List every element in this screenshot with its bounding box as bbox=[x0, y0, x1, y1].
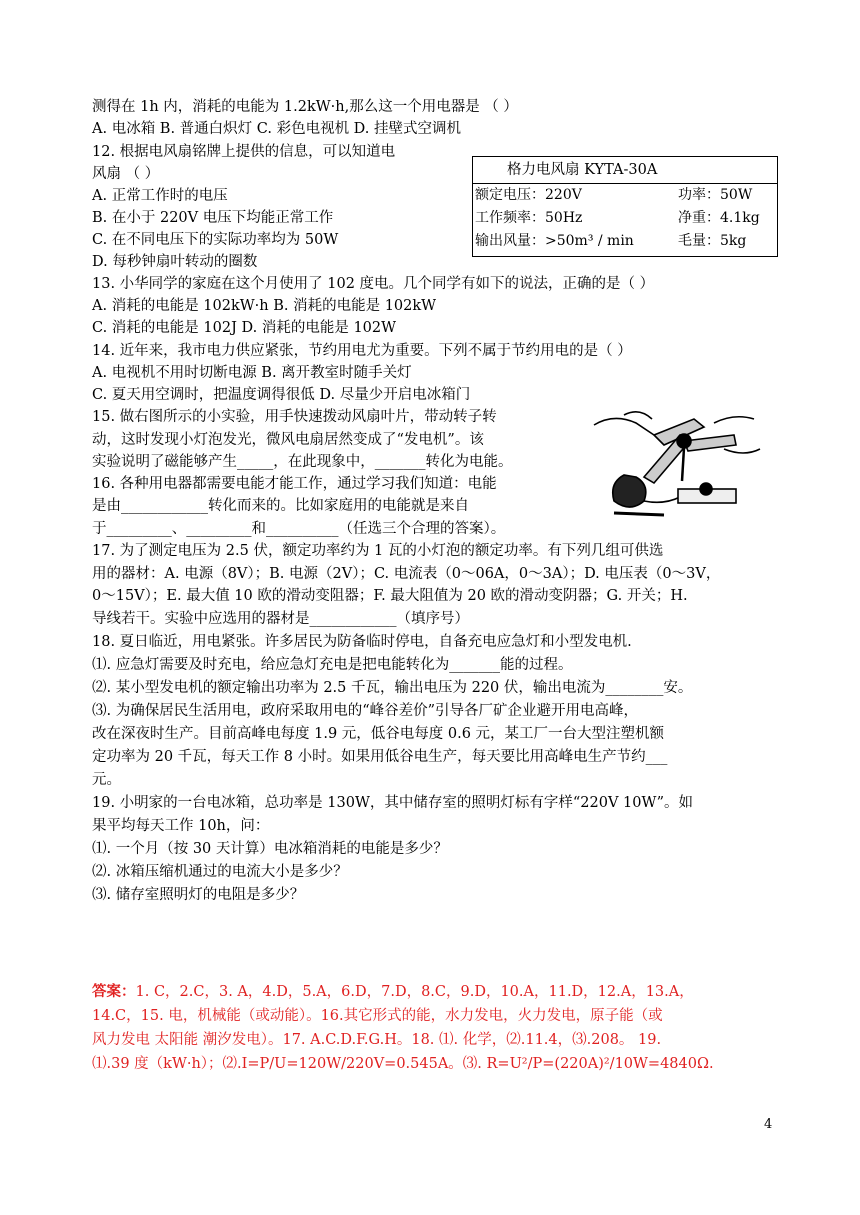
text-line: ⑵. 某小型发电机的额定输出功率为 2.5 千瓦，输出电压为 220 伏，输出电流为________安。 bbox=[92, 680, 693, 696]
nameplate-row: 功率：50W bbox=[678, 187, 753, 203]
text-line: 实验说明了磁能够产生_____，在此现象中，_______转化为电能。 bbox=[92, 454, 513, 470]
text-line: A. 电视机不用时切断电源 B. 离开教室时随手关灯 bbox=[92, 365, 412, 381]
text-line: 15. 做右图所示的小实验，用手快速拨动风扇叶片，带动转子转 bbox=[92, 409, 497, 425]
text-line: 风扇 （ ） bbox=[92, 166, 160, 182]
text-line: A. 消耗的电能是 102kW·h B. 消耗的电能是 102kW bbox=[92, 298, 437, 314]
text-line: C. 在不同电压下的实际功率均为 50W bbox=[92, 232, 339, 248]
answer-label: 答案： bbox=[92, 983, 136, 1000]
text-line: 于_________、_________和__________（任选三个合理的答案）。 bbox=[92, 521, 506, 537]
page-number: 4 bbox=[764, 1117, 773, 1132]
text-line: D. 每秒钟扇叶转动的圈数 bbox=[92, 254, 258, 270]
nameplate-row: 额定电压：220V bbox=[475, 187, 582, 203]
text-line: ⑴. 应急灯需要及时充电，给应急灯充电是把电能转化为_______能的过程。 bbox=[92, 657, 573, 673]
nameplate-title: 格力电风扇 KYTA-30A bbox=[473, 157, 777, 184]
nameplate-row: 毛量：5kg bbox=[678, 233, 747, 249]
fan-nameplate bbox=[472, 156, 778, 257]
text-line: A. 电冰箱 B. 普通白炽灯 C. 彩色电视机 D. 挂壁式空调机 bbox=[92, 121, 462, 137]
text-line: 0～15V）；E. 最大值 10 欧的滑动变阻器；F. 最大阻值为 20 欧的滑动变阴器；G. 开关；H. bbox=[92, 588, 688, 604]
text-line: ⑴. 一个月（按 30 天计算）电冰箱消耗的电能是多少？ bbox=[92, 841, 448, 857]
answer-line: 风力发电 太阳能 潮汐发电）。17. A.C.D.F.G.H。18. ⑴. 化学，⑵.11.4，⑶.208。 19. bbox=[92, 1032, 662, 1048]
answer-line bbox=[92, 981, 694, 1003]
answer-line: ⑴.39 度（kW·h）；⑵.I=P/U=120W/220V=0.545A。⑶. R=U²/P=(220A)²/10W=4840Ω. bbox=[92, 1056, 714, 1072]
text-line: 元。 bbox=[92, 772, 121, 788]
text-line: B. 在小于 220V 电压下均能正常工作 bbox=[92, 210, 334, 226]
text-line: 动，这时发现小灯泡发光，微风电扇居然变成了“发电机”。该 bbox=[92, 432, 484, 448]
text-line: 17. 为了测定电压为 2.5 伏，额定功率约为 1 瓦的小灯泡的额定功率。有下列几组可供选 bbox=[92, 543, 664, 559]
text-line: 导线若干。实验中应选用的器材是____________（填序号） bbox=[92, 611, 469, 627]
nameplate-row: 输出风量：>50m³ / min bbox=[475, 233, 634, 249]
text-line: 定功率为 20 千瓦，每天工作 8 小时。如果用低谷电生产，每天要比用高峰电生产节约___ bbox=[92, 749, 668, 765]
text-line: ⑵. 冰箱压缩机通过的电流大小是多少？ bbox=[92, 864, 348, 880]
text-line: C. 夏天用空调时，把温度调得很低 D. 尽量少开启电冰箱门 bbox=[92, 387, 471, 403]
text-line: 18. 夏日临近，用电紧张。许多居民为防备临时停电，自备充电应急灯和小型发电机. bbox=[92, 634, 632, 650]
text-line: 改在深夜时生产。目前高峰电每度 1.9 元，低谷电每度 0.6 元，某工厂一台大型注塑机额 bbox=[92, 726, 665, 742]
text-line: 13. 小华同学的家庭在这个月使用了 102 度电。几个同学有如下的说法，正确的是（ ） bbox=[92, 276, 655, 292]
text-line: ⑶. 储存室照明灯的电阻是多少？ bbox=[92, 887, 305, 903]
text-line: C. 消耗的电能是 102J D. 消耗的电能是 102W bbox=[92, 320, 397, 336]
text-line: 用的器材：A. 电源（8V）；B. 电源（2V）；C. 电流表（0～06A，0～3A）；D. 电压表（0～3V， bbox=[92, 566, 721, 582]
text-line: 测得在 1h 内，消耗的电能为 1.2kW·h,那么这一个用电器是 （ ） bbox=[92, 99, 518, 115]
text-line: 是由____________转化而来的。比如家庭用的电能就是来自 bbox=[92, 498, 469, 514]
text-line: 19. 小明家的一台电冰箱，总功率是 130W，其中储存室的照明灯标有字样“220V 10W”。如 bbox=[92, 795, 694, 811]
text-line: ⑶. 为确保居民生活用电，政府采取用电的“峰谷差价”引导各厂矿企业避开用电高峰， bbox=[92, 703, 639, 719]
text-line: 果平均每天工作 10h，问： bbox=[92, 818, 270, 834]
nameplate-row: 工作频率：50Hz bbox=[475, 210, 583, 226]
answer-text: 1. C，2.C，3. A，4.D，5.A，6.D，7.D，8.C，9.D，10.A，11.D，12.A，13.A， bbox=[135, 984, 694, 1000]
text-line: 12. 根据电风扇铭牌上提供的信息，可以知道电 bbox=[92, 144, 396, 160]
nameplate-row: 净重：4.1kg bbox=[678, 210, 760, 226]
answer-line: 14.C，15. 电，机械能（或动能）。16.其它形式的能，水力发电，火力发电，原子能（或 bbox=[92, 1008, 663, 1024]
text-line: A. 正常工作时的电压 bbox=[92, 188, 228, 204]
text-line: 14. 近年来，我市电力供应紧张，节约用电尤为重要。下列不属于节约用电的是（ ） bbox=[92, 343, 632, 359]
text-line: 16. 各种用电器都需要电能才能工作，通过学习我们知道：电能 bbox=[92, 476, 497, 492]
fan-generator-figure bbox=[584, 405, 762, 521]
